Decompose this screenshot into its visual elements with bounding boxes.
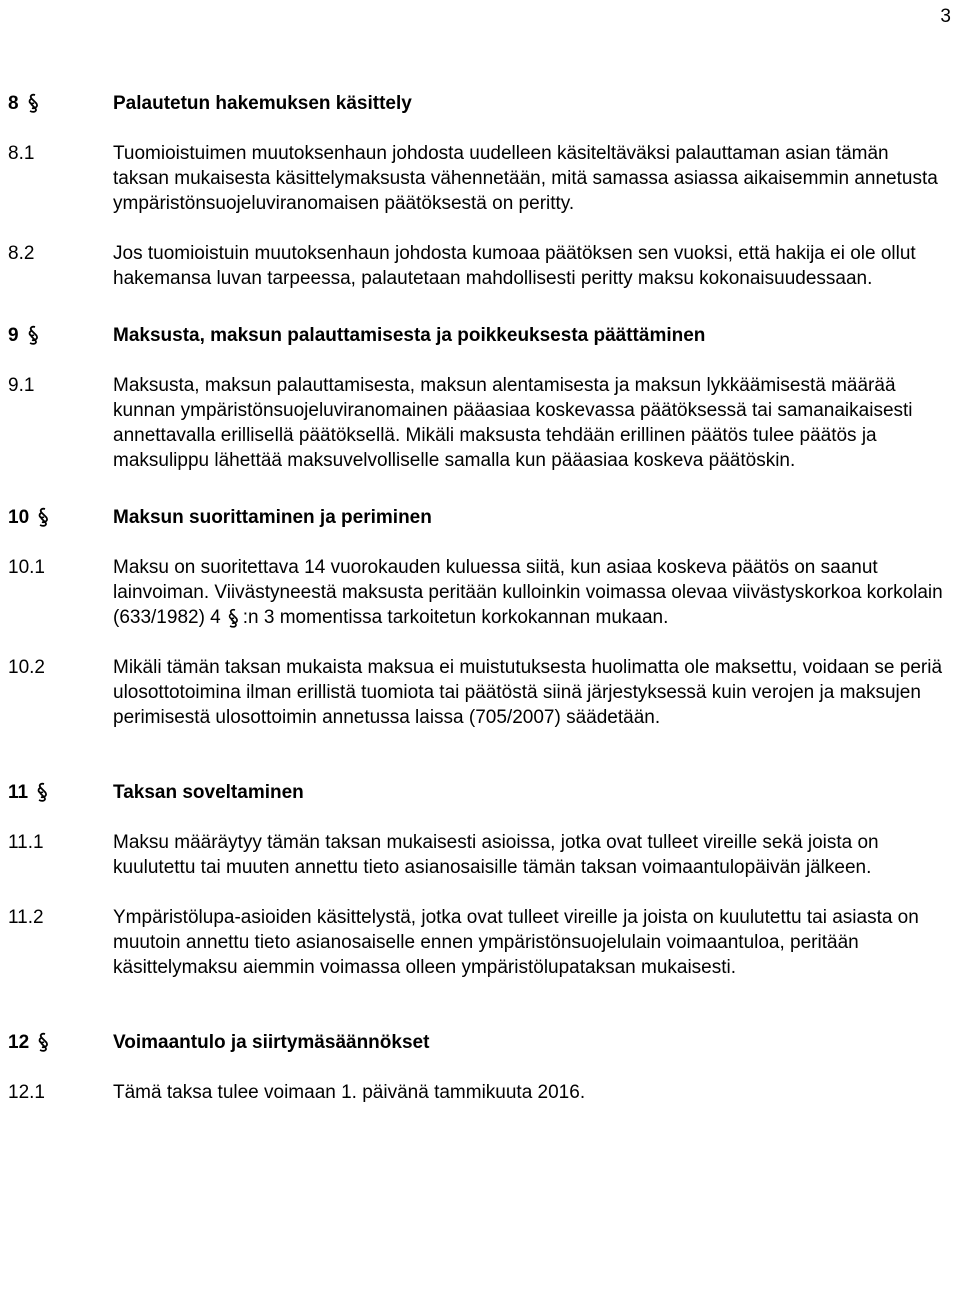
section-sign-icon	[32, 781, 52, 803]
section-title: Maksusta, maksun palauttamisesta ja poikkeuksesta päättäminen	[113, 325, 706, 346]
paragraph-number: 10.2	[8, 657, 45, 678]
paragraph-number: 11.2	[8, 907, 44, 928]
paragraph-8-1	[8, 141, 948, 216]
paragraph-text: Maksu määräytyy tämän taksan mukaisesti asioissa, jotka ovat tulleet vireille sekä joista on kuulutettu tai muuten annettu tieto asianosaisille tämän taksan voimaantulopäivän jälkeen.	[113, 832, 879, 878]
paragraph-9-1	[8, 373, 948, 473]
paragraph-number: 8.2	[8, 243, 35, 264]
section-heading-10	[8, 505, 948, 530]
section-heading-12	[8, 1030, 948, 1055]
paragraph-8-2	[8, 241, 948, 291]
paragraph-number: 9.1	[8, 375, 35, 396]
paragraph-text: Mikäli tämän taksan mukaista maksua ei muistutuksesta huolimatta ole maksettu, voidaan se periä ulosottotoimina ilman erillistä tuomiota tai päätöstä siinä järjestyksessä kuin verojen ja maksujen perimisestä ulosottoimin annetussa laissa (705/2007) säädetään.	[113, 657, 943, 728]
paragraph-number: 12.1	[8, 1082, 45, 1103]
section-title: Palautetun hakemuksen käsittely	[113, 93, 412, 114]
section-sign-icon	[33, 506, 53, 528]
paragraph-text: Tuomioistuimen muutoksenhaun johdosta uudelleen käsiteltäväksi palauttaman asian tämän taksan mukaisesta käsittelymaksusta vähennetään, mitä samassa asiassa aikaisemmin annetusta ympäristönsuojeluviranomaisen päätöksestä on peritty.	[113, 143, 938, 214]
paragraph-10-2	[8, 655, 948, 730]
section-sign-icon	[23, 92, 43, 114]
paragraph-text: Tämä taksa tulee voimaan 1. päivänä tammikuuta 2016.	[113, 1082, 586, 1103]
paragraph-text: Ympäristölupa-asioiden käsittelystä, jotka ovat tulleet vireille ja joista on kuulutettu tai asiasta on muutoin annettu tieto asianosaiselle ennen ympäristönsuojelulain voimaantuloa, peritään käsittelymaksu aiemmin voimassa olleen ympäristölupataksan mukaisesti.	[113, 907, 919, 978]
paragraph-11-1	[8, 830, 948, 880]
paragraph-12-1	[8, 1080, 948, 1105]
section-number: 8	[8, 93, 19, 114]
section-number: 9	[8, 325, 19, 346]
section-heading-9	[8, 323, 948, 348]
paragraph-text-continued: :n 3 momentissa tarkoitetun korkokannan mukaan.	[242, 607, 669, 628]
paragraph-10-1	[8, 555, 948, 630]
section-heading-8	[8, 91, 948, 116]
section-sign-icon	[225, 607, 241, 629]
paragraph-text: Maksu on suoritettava 14 vuorokauden kuluessa siitä, kun asiaa koskeva päätös on saanut lainvoiman. Viivästyneestä maksusta peritään kulloinkin voimassa olevaa viivästyskorkoa korkolain (633/1982) 4	[113, 557, 943, 628]
section-title: Taksan soveltaminen	[113, 782, 304, 803]
paragraph-text: Maksusta, maksun palauttamisesta, maksun alentamisesta ja maksun lykkäämisestä määrää kunnan ympäristönsuojeluviranomainen pääasiaa koskevassa päätöksessä tai samanaikaisesti annettavalla erillisellä päätöksellä. Mikäli maksusta tehdään erillinen päätös tulee päätös ja maksulippu lähettää maksuvelvolliselle samalla kun pääasiaa koskeva päätöskin.	[113, 375, 913, 471]
page-number: 3	[940, 6, 951, 27]
section-number: 12	[8, 1032, 30, 1053]
paragraph-11-2	[8, 905, 948, 980]
section-sign-icon	[33, 1031, 53, 1053]
section-number: 11	[8, 782, 29, 803]
paragraph-number: 11.1	[8, 832, 44, 853]
paragraph-number: 10.1	[8, 557, 45, 578]
section-title: Maksun suorittaminen ja periminen	[113, 507, 432, 528]
document-body	[8, 91, 948, 1105]
section-sign-icon	[23, 324, 43, 346]
paragraph-text: Jos tuomioistuin muutoksenhaun johdosta kumoaa päätöksen sen vuoksi, että hakija ei ole ollut hakemansa luvan tarpeessa, palautetaan mahdollisesti peritty maksu kokonaisuudessaan.	[113, 243, 916, 289]
section-number: 10	[8, 507, 30, 528]
section-heading-11	[8, 780, 948, 805]
section-title: Voimaantulo ja siirtymäsäännökset	[113, 1032, 430, 1053]
paragraph-number: 8.1	[8, 143, 35, 164]
